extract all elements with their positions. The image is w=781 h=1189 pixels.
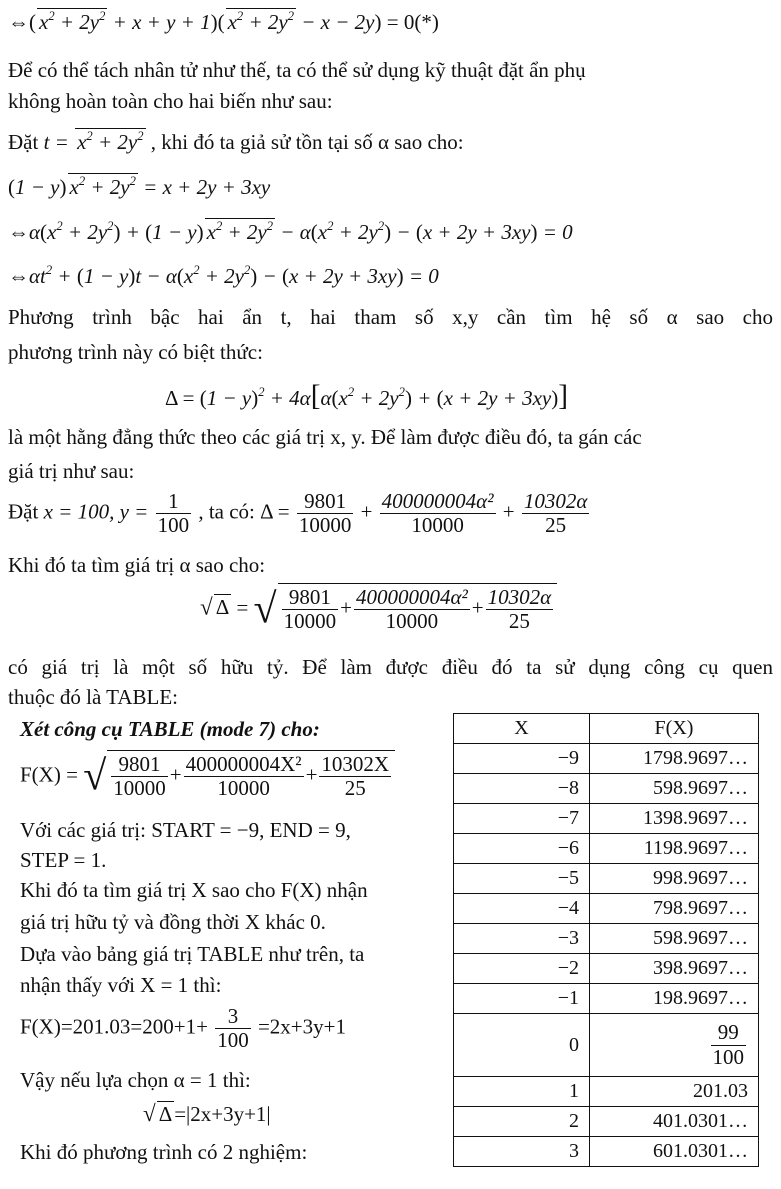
- frac-3-100-num: 3: [215, 1005, 251, 1029]
- cell-fx: 401.0301…: [590, 1107, 759, 1137]
- set-xy-prefix: Đặt: [8, 499, 39, 524]
- delta-frac-1-den: 10000: [298, 513, 352, 538]
- cell-fx: 198.9697…: [590, 984, 759, 1014]
- left-para-2-line-2: giá trị hữu tỷ và đồng thời X khác 0.: [20, 910, 326, 934]
- paragraph-5-line-2: thuộc đó là TABLE:: [8, 685, 178, 709]
- zero-frac-num: 99: [711, 1021, 747, 1045]
- table-row: [454, 1137, 759, 1167]
- left-para-3-line-2: nhận thấy với X = 1 thì:: [20, 973, 222, 997]
- paragraph-5-line-1: có giá trị là một số hữu tỷ. Để làm được điều đó ta sử dụng công cụ quen: [8, 655, 773, 679]
- cell-fx: 201.03: [590, 1077, 759, 1107]
- frac-1-100-num: 1: [156, 490, 192, 514]
- cell-x: 3: [454, 1137, 590, 1167]
- sqrt-delta-result: √ Δ=|2x+3y+1|: [143, 1100, 271, 1126]
- set-t-line: Đặt $t = x^2 + 2y^2$ , khi đó ta giả sử tồn tại số α sao cho:: [8, 129, 464, 154]
- sqrt-frac-2-num: 400000004α²: [355, 585, 468, 609]
- table-row: [454, 804, 759, 834]
- table-row: [454, 834, 759, 864]
- frac-1-100-den: 100: [157, 513, 190, 538]
- table-row: [454, 954, 759, 984]
- sqrt-frac-2-den: 10000: [385, 609, 439, 634]
- paragraph-3-line-2: giá trị như sau:: [8, 459, 135, 483]
- paragraph-2-line-1: Phương trình bậc hai ẩn t, hai tham số x,y cần tìm hệ số α sao cho: [8, 305, 773, 329]
- table-tool-heading: Xét công cụ TABLE (mode 7) cho:: [20, 717, 320, 741]
- fx-frac-2-den: 10000: [217, 776, 270, 801]
- cell-x: −3: [454, 924, 590, 954]
- set-xy-line: Đặt x = 100, y = $\frac{1}{100}$ , ta có: Δ = $\frac{9801}{10000}$ + $\frac{\text{400000004α²}}{10000}$ + $\frac{10302\alpha}{25}$: [8, 489, 588, 538]
- cell-x: −6: [454, 834, 590, 864]
- table-header-row: [454, 714, 759, 744]
- table-row: [454, 864, 759, 894]
- cell-x: −9: [454, 744, 590, 774]
- paragraph-2-line-2: phương trình này có biệt thức:: [8, 340, 263, 364]
- table-row: [454, 774, 759, 804]
- cell-x: −8: [454, 774, 590, 804]
- fx-frac-3-num: 10302X: [321, 752, 390, 776]
- cell-fx: 1198.9697…: [590, 834, 759, 864]
- equation-star: ⇔( $x^2 + 2y^2 + x + y + 1$)( $x^2 + 2y^2 - x - 2y) = 0(*)$: [8, 9, 439, 34]
- set-t-suffix: , khi đó ta giả sử tồn tại số α sao cho:: [150, 129, 464, 154]
- cell-x: −2: [454, 954, 590, 984]
- table-row: [454, 894, 759, 924]
- header-x: X: [454, 714, 590, 744]
- fx-frac-1-den: 10000: [113, 776, 166, 801]
- cell-x: −7: [454, 804, 590, 834]
- paragraph-4: Khi đó ta tìm giá trị α sao cho:: [8, 553, 266, 577]
- table-values: [453, 713, 759, 1167]
- left-para-1-line-2: STEP = 1.: [20, 848, 107, 872]
- cell-x: −1: [454, 984, 590, 1014]
- cell-fx: 1798.9697…: [590, 744, 759, 774]
- left-para-4: Vậy nếu lựa chọn α = 1 thì:: [20, 1068, 251, 1092]
- sqrt-delta-expression: √ Δ = √ $\frac{9801}{10000}$ + $\frac{\text{400000004α²}}{10000}$ + $\frac{10302\alpha}{25}$: [200, 583, 557, 634]
- table-row: [454, 924, 759, 954]
- left-para-3-line-1: Dựa vào bảng giá trị TABLE như trên, ta: [20, 942, 365, 966]
- cell-x: −5: [454, 864, 590, 894]
- delta-frac-2-den: 10000: [411, 513, 464, 538]
- zero-frac-den: 100: [712, 1044, 744, 1069]
- cell-x: −4: [454, 894, 590, 924]
- table-row: [454, 744, 759, 774]
- cell-fx: 601.0301…: [590, 1137, 759, 1167]
- table-row: [454, 984, 759, 1014]
- left-para-5: Khi đó phương trình có 2 nghiệm:: [20, 1140, 308, 1164]
- delta-equation: $\Delta = (1 - y)^2 + 4\alpha[\alpha(x^2 + 2y^2) + (x + 2y + 3xy)]$: [165, 380, 569, 412]
- fx-definition: F(X) = √ $\frac{9801}{10000}$ + $\frac{\text{400000004X²}}{10000}$ + $\frac{10302X}{25}$: [20, 750, 395, 801]
- cell-fx: 598.9697…: [590, 924, 759, 954]
- sqrt-delta-result-text: =|2x+3y+1|: [174, 1102, 271, 1126]
- equation-1: (1 − y) $x^2 + 2y^2 = x + 2y + 3xy$: [8, 174, 271, 199]
- table-row: [454, 1077, 759, 1107]
- header-fx: F(X): [590, 714, 759, 744]
- delta-frac-3-den: 25: [545, 513, 567, 538]
- sqrt-frac-3-den: 25: [508, 609, 530, 634]
- delta-frac-2-num: 400000004α²: [381, 489, 494, 513]
- cell-fx: 998.9697…: [590, 864, 759, 894]
- cell-x: 0: [454, 1014, 590, 1077]
- sqrt-frac-1-den: 10000: [283, 609, 337, 634]
- paragraph-1-line-2: không hoàn toàn cho hai biến như sau:: [8, 89, 333, 113]
- sqrt-frac-1-num: 9801: [282, 586, 339, 610]
- left-para-1-line-1: Với các giá trị: START = −9, END = 9,: [20, 818, 351, 842]
- delta-frac-1-num: 9801: [297, 490, 354, 514]
- fx-result-equation: [20, 1005, 346, 1052]
- equation-2: $\Leftrightarrow\alpha(x^2 + 2y^2) + (1 - y) x^2 + 2y^2 - \alpha(x^2 + 2y^2) - (x + 2y + 3xy) = 0$: [8, 219, 573, 244]
- fx-result-prefix: F(X)=201.03=200+1+: [20, 1014, 208, 1039]
- set-t-prefix: Đặt: [8, 129, 39, 154]
- cell-fx: 1398.9697…: [590, 804, 759, 834]
- table-row: [454, 1107, 759, 1137]
- frac-3-100-den: 100: [217, 1028, 249, 1053]
- left-para-2-line-1: Khi đó ta tìm giá trị X sao cho F(X) nhận: [20, 878, 368, 902]
- paragraph-1-line-1: Để có thể tách nhân tử như thế, ta có thể sử dụng kỹ thuật đặt ẩn phụ: [8, 58, 586, 82]
- fx-frac-3-den: 25: [344, 776, 366, 801]
- fx-frac-1-num: 9801: [111, 753, 168, 777]
- set-xy-mid: , ta có:: [198, 499, 255, 524]
- cell-fx: 598.9697…: [590, 774, 759, 804]
- cell-x: 1: [454, 1077, 590, 1107]
- equation-3: $\Leftrightarrow\alpha t^2 + (1 - y)t - \alpha(x^2 + 2y^2) - (x + 2y + 3xy) = 0$: [8, 263, 439, 288]
- fx-frac-2-num: 400000004X²: [185, 752, 302, 776]
- delta-frac-3-num: 10302α: [523, 489, 588, 513]
- cell-fx: 798.9697…: [590, 894, 759, 924]
- cell-fx-fraction: [590, 1014, 759, 1077]
- table-row-zero: [454, 1014, 759, 1077]
- cell-x: 2: [454, 1107, 590, 1137]
- fx-result-suffix: =2x+3y+1: [257, 1014, 346, 1039]
- sqrt-frac-3-num: 10302α: [487, 585, 552, 609]
- cell-fx: 398.9697…: [590, 954, 759, 984]
- paragraph-3-line-1: là một hằng đẳng thức theo các giá trị x, y. Để làm được điều đó, ta gán các: [8, 425, 642, 449]
